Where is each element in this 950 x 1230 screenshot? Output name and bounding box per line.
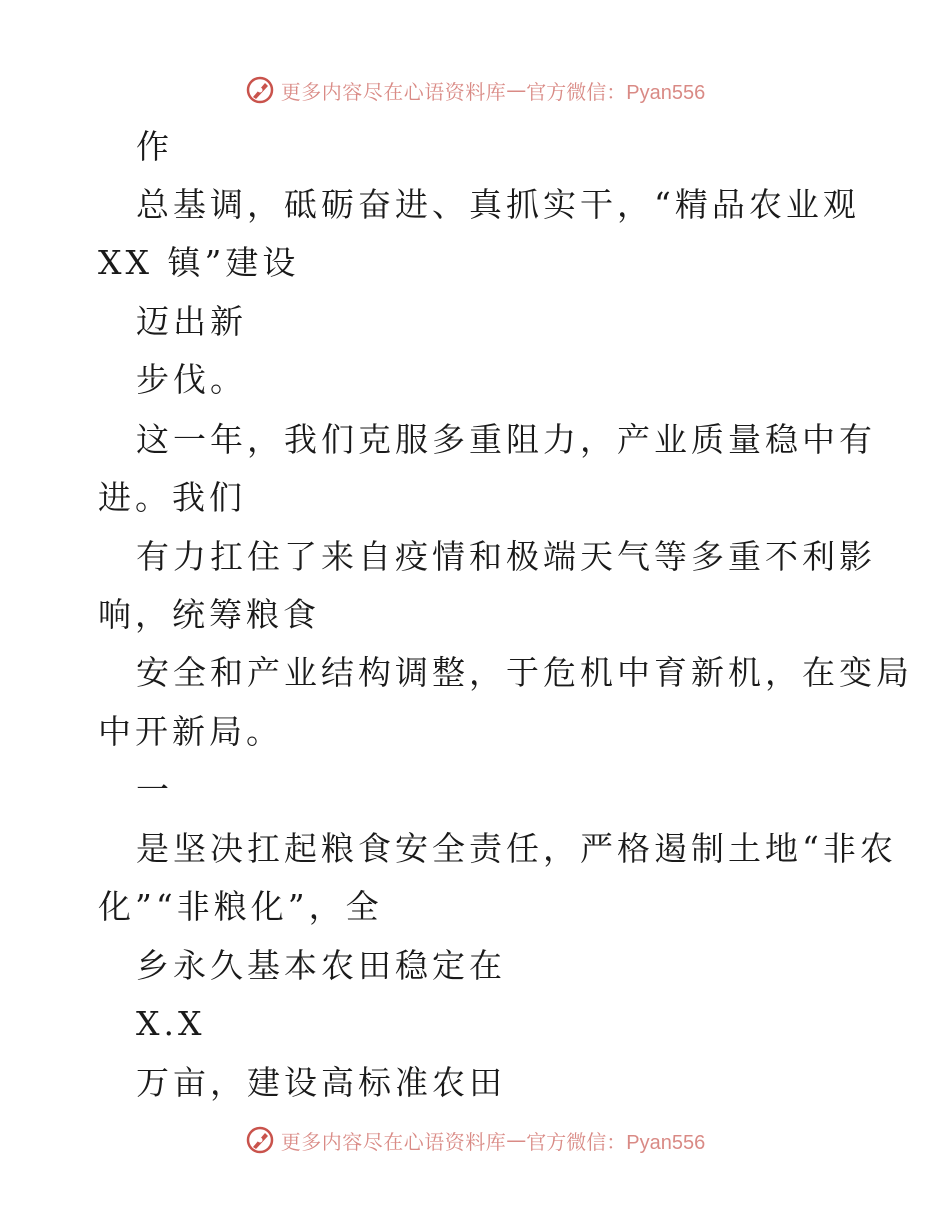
banner-contact: 官方微信：Pyan556 [526, 1131, 706, 1154]
body-line: 这一年，我们克服多重阻力，产业质量稳中有 [136, 420, 876, 459]
banner-separator: — [506, 1128, 527, 1152]
footer-banner [0, 1120, 950, 1160]
body-line: 化”“非粮化”，全 [98, 887, 383, 926]
banner-contact: 官方微信：Pyan556 [526, 81, 706, 104]
body-line: 乡永久基本农田稳定在 [136, 946, 506, 985]
body-line: 总基调，砥砺奋进、真抓实干，“精品农业观 [136, 185, 860, 224]
banner-text: 更多内容尽在心语资料库 [280, 79, 507, 104]
body-line: 中开新局。 [98, 712, 283, 751]
body-line: 万亩，建设高标准农田 [136, 1063, 506, 1102]
body-line: 有力扛住了来自疫情和极端天气等多重不利影 [136, 537, 876, 576]
body-line: 迈出新 [136, 302, 247, 341]
banner-text: 更多内容尽在心语资料库 [280, 1129, 507, 1154]
body-line: 作 [136, 127, 173, 166]
body-line: 步伐。 [136, 360, 247, 399]
body-line: 进。我们 [98, 478, 246, 517]
pen-nib-logo-icon [245, 1125, 275, 1155]
body-line: XX 镇”建设 [98, 243, 300, 282]
body-line: 响，统筹粮食 [98, 595, 320, 634]
body-line: 安全和产业结构调整，于危机中育新机，在变局 [136, 653, 913, 692]
body-line: 一 [136, 770, 173, 809]
body-line: X.X [136, 1004, 206, 1043]
body-line: 是坚决扛起粮食安全责任，严格遏制土地“非农 [136, 829, 897, 868]
banner-separator: — [506, 78, 527, 102]
